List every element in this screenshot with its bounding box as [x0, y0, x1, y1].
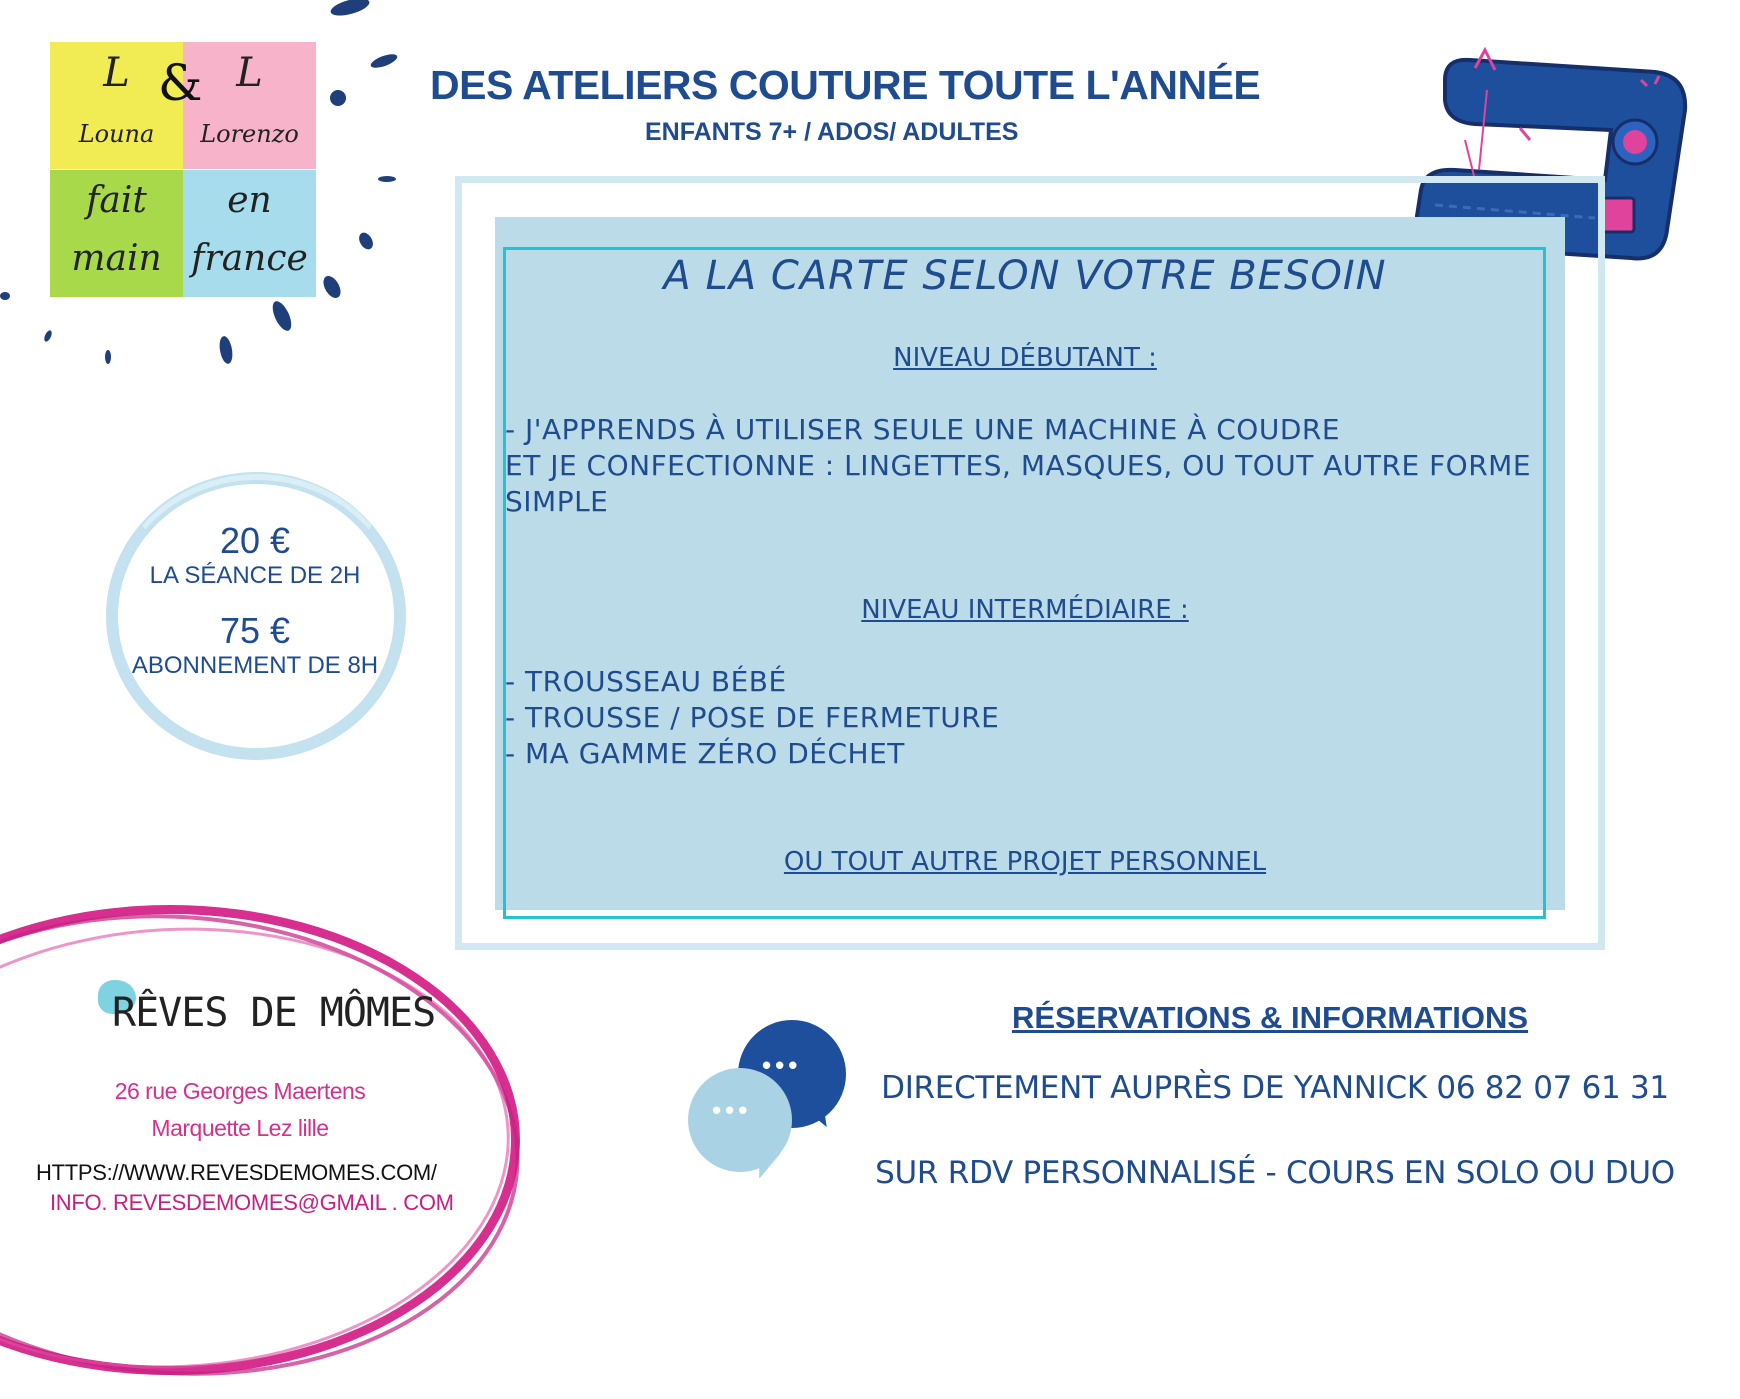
splash-drop	[43, 329, 54, 342]
address-line: 26 rue Georges Maertens	[114, 1078, 366, 1104]
logo-name-left: Louna	[78, 120, 155, 148]
intermediate-heading: NIVEAU INTERMÉDIAIRE :	[861, 595, 1189, 625]
beginner-heading: NIVEAU DÉBUTANT :	[893, 343, 1157, 373]
splash-drop	[105, 350, 111, 364]
intermediate-list	[505, 664, 999, 772]
contact-line: DIRECTEMENT AUPRÈS DE YANNICK 06 82 07 61 31	[881, 1070, 1669, 1106]
chat-dots: •••	[712, 1095, 752, 1125]
splash-drop	[0, 292, 10, 300]
list-item: - MA GAMME ZÉRO DÉCHET	[505, 737, 905, 770]
logo-word-france: france	[191, 238, 308, 279]
subscription-price-block	[105, 610, 405, 680]
logo-letter-right: L	[236, 50, 263, 96]
reves-de-momes-logo: RÊVES DE MÔMES	[112, 990, 436, 1036]
contact-line: SUR RDV PERSONNALISÉ - COURS EN SOLO OU DUO	[875, 1155, 1675, 1191]
chat-dots: •••	[762, 1050, 802, 1080]
page-subtitle: ENFANTS 7+ / ADOS/ ADULTES	[645, 118, 1019, 146]
list-item: - J'APPRENDS À UTILISER SEULE UNE MACHINE À COUDRE	[505, 413, 1341, 446]
splash-drop	[330, 90, 346, 106]
splash-drop	[329, 0, 371, 19]
louna-lorenzo-logo	[50, 42, 316, 297]
subscription-label: ABONNEMENT DE 8H	[131, 652, 379, 679]
session-label: LA SÉANCE DE 2H	[149, 562, 361, 589]
splash-drop	[320, 273, 344, 301]
session-price: 20 €	[219, 520, 291, 561]
email-link[interactable]: INFO. REVESDEMOMES@GMAIL . COM	[50, 1190, 454, 1215]
other-project-link: OU TOUT AUTRE PROJET PERSONNEL	[783, 847, 1267, 877]
website-link[interactable]: HTTPS://WWW.REVESDEMOMES.COM/	[36, 1160, 437, 1185]
subscription-price: 75 €	[219, 610, 291, 651]
splash-drop	[356, 230, 375, 252]
logo-name-right: Lorenzo	[200, 120, 299, 148]
pink-brush-circle	[0, 911, 521, 1385]
reservation-title: RÉSERVATIONS & INFORMATIONS	[1011, 1000, 1529, 1035]
list-item: ET JE CONFECTIONNE : LINGETTES, MASQUES, OU TOUT AUTRE FORME	[505, 449, 1532, 482]
address-line: Marquette Lez lille	[151, 1115, 329, 1141]
splash-drop	[218, 335, 235, 365]
splash-drop	[269, 299, 295, 334]
session-price-block	[105, 520, 405, 590]
logo-word-fait: fait	[86, 180, 147, 221]
splash-drop	[378, 176, 396, 182]
list-item: - TROUSSEAU BÉBÉ	[505, 665, 787, 698]
list-item: - TROUSSE / POSE DE FERMETURE	[505, 701, 1000, 734]
logo-ampersand: &	[158, 54, 203, 112]
logo-word-en: en	[227, 180, 272, 221]
page-title: DES ATELIERS COUTURE TOUTE L'ANNÉE	[430, 62, 1261, 108]
list-item: SIMPLE	[505, 485, 609, 518]
splash-drop	[369, 52, 399, 71]
logo-word-main: main	[71, 238, 162, 279]
logo-quadrant-blue	[183, 170, 316, 297]
logo-quadrant-green	[50, 170, 183, 297]
card-title: A LA CARTE SELON VOTRE BESOIN	[663, 253, 1387, 299]
logo-letter-left: L	[103, 50, 130, 96]
logo-quadrant-pink	[183, 42, 316, 169]
beginner-list	[505, 412, 1531, 520]
